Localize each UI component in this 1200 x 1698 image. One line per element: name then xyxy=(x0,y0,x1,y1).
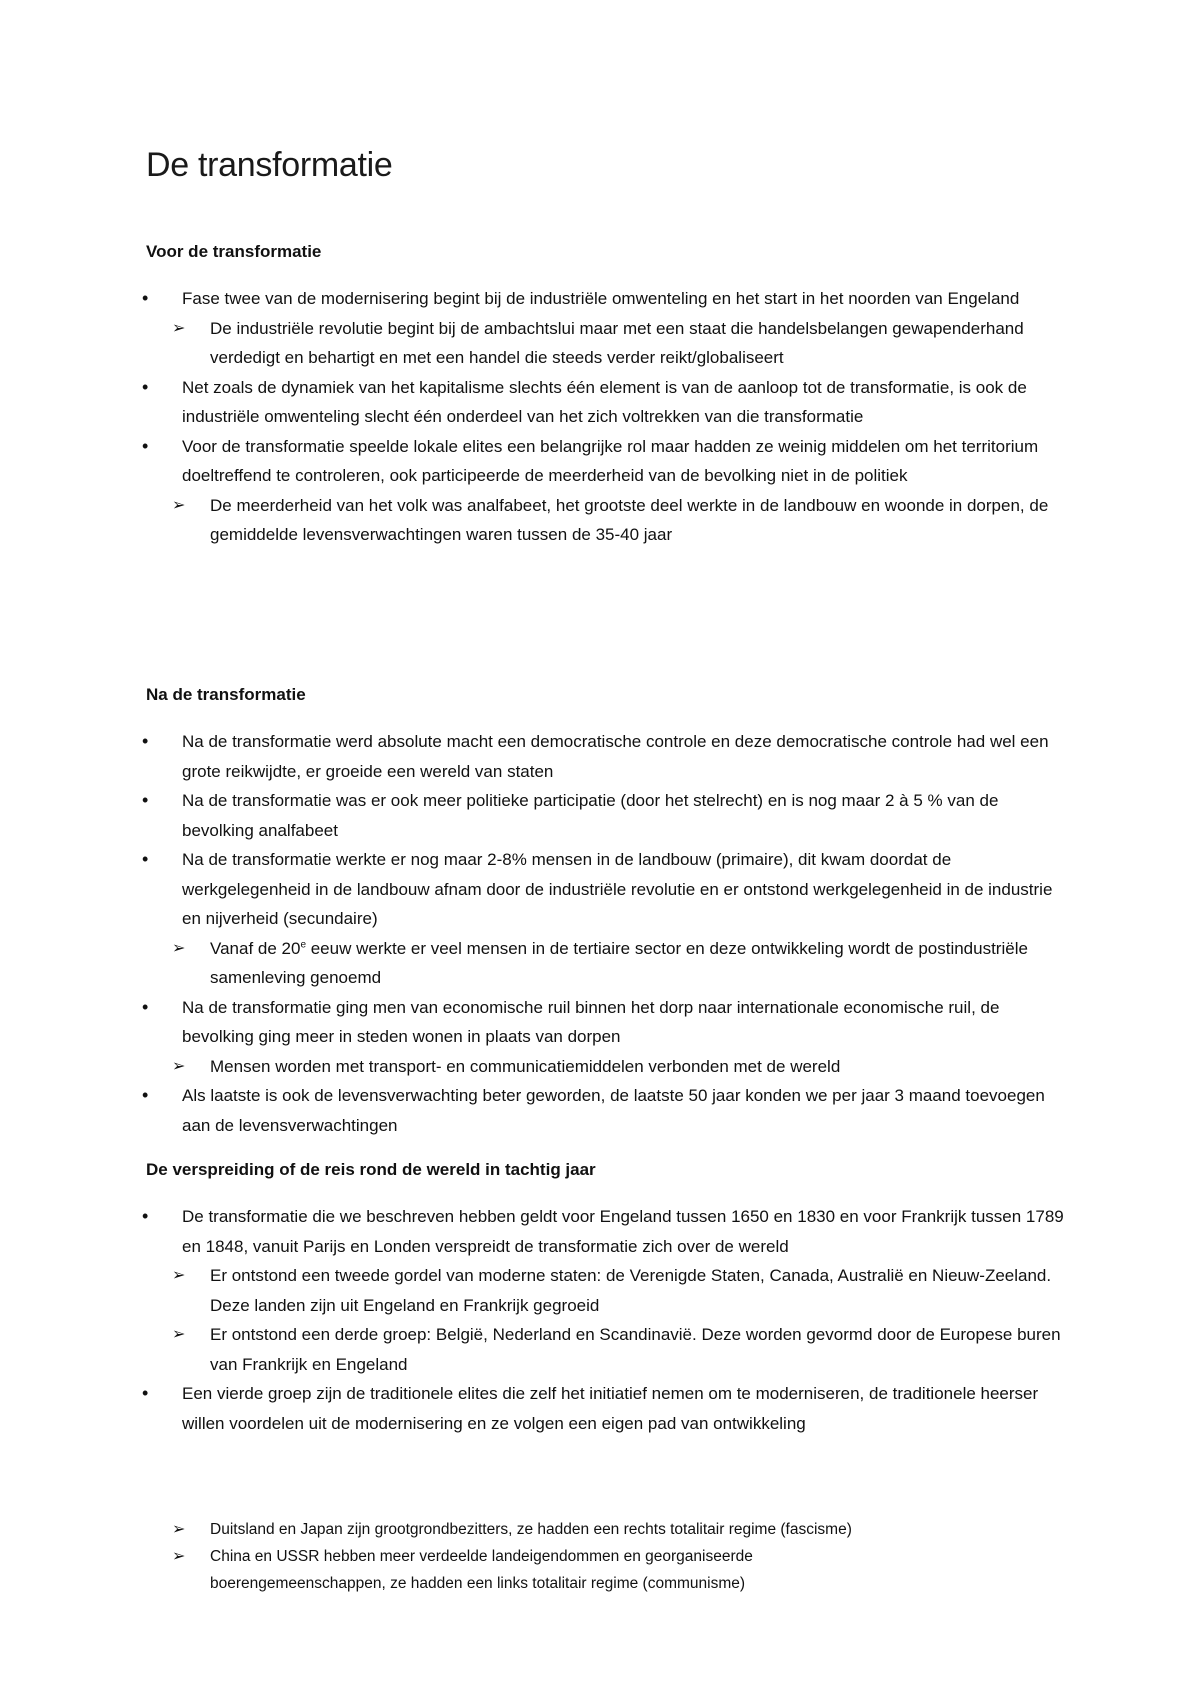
section-heading-na: Na de transformatie xyxy=(146,685,306,704)
list-item-text: Als laatste is ook de levensverwachting beter geworden, de laatste 50 jaar konden we per jaar 3 maand toevoegen aan de levensverwachtingen xyxy=(182,1086,1045,1135)
list-item-text: Er ontstond een tweede gordel van moderne staten: de Verenigde Staten, Canada, Australië en Nieuw-Zeeland. Deze landen zijn uit Engeland en Frankrijk gegroeid xyxy=(210,1266,1052,1315)
list-item xyxy=(0,1202,1200,1261)
arrow-icon: ➢ xyxy=(172,1267,186,1284)
list-item-text: De industriële revolutie begint bij de ambachtslui maar met een staat die handelsbelangen gewapenderhand verdedigt en behartigt en met een handel die steeds verder reikt/globaliseert xyxy=(210,318,1024,367)
bullet-list-voor xyxy=(0,284,1200,550)
list-item xyxy=(0,845,1200,934)
list-item xyxy=(0,432,1200,491)
list-item-text: China en USSR hebben meer verdeelde landeigendommen en georganiseerde boerengemeenschappen, ze hadden een links totalitair regime (communisme) xyxy=(210,1548,753,1592)
list-item-text: Duitsland en Japan zijn grootgrondbezitters, ze hadden een rechts totalitair regime (fascisme) xyxy=(210,1521,852,1538)
list-item xyxy=(0,993,1200,1052)
bullet-list-verspreiding xyxy=(0,1202,1200,1438)
section-heading-voor: Voor de transformatie xyxy=(146,242,322,261)
list-item-text: Na de transformatie werd absolute macht een democratische controle en deze democratische controle had wel een grote reikwijdte, er groeide een wereld van staten xyxy=(182,732,1049,781)
sub-list-verspreiding xyxy=(0,1516,1200,1597)
list-item xyxy=(0,1379,1200,1438)
list-item-text: Een vierde groep zijn de traditionele elites die zelf het initiatief nemen om te moderniseren, de traditionele heerser willen voordelen uit de modernisering en ze volgen een eigen pad van ontwikkeling xyxy=(182,1384,1039,1433)
list-item xyxy=(0,1516,1200,1543)
list-item-text: Voor de transformatie speelde lokale elites een belangrijke rol maar hadden ze weinig middelen om het territorium doeltreffend te controleren, ook participeerde de meerderheid van de bevolking niet in de politiek xyxy=(182,436,1039,485)
list-item xyxy=(0,934,1200,993)
list-item-text: Vanaf de 20e eeuw werkte er veel mensen in de tertiaire sector en deze ontwikkeling wordt de postindustriële samenleving genoemd xyxy=(210,938,1028,987)
arrow-icon: ➢ xyxy=(172,939,186,957)
list-item xyxy=(0,1052,1200,1082)
bullet-icon: • xyxy=(142,849,149,869)
bullet-icon: • xyxy=(142,288,149,308)
list-item xyxy=(0,314,1200,373)
bullet-list-na xyxy=(0,727,1200,1140)
list-item-text: Na de transformatie ging men van economische ruil binnen het dorp naar internationale economische ruil, de bevolking ging meer in steden wonen in plaats van dorpen xyxy=(182,997,1000,1046)
page-title: De transformatie xyxy=(146,146,393,184)
list-item xyxy=(0,1081,1200,1140)
list-item-text: Mensen worden met transport- en communicatiemiddelen verbonden met de wereld xyxy=(210,1056,841,1076)
bullet-icon: • xyxy=(142,1085,149,1105)
bullet-icon: • xyxy=(142,376,149,397)
list-item xyxy=(0,284,1200,314)
arrow-icon: ➢ xyxy=(172,496,186,514)
list-item-text: Na de transformatie was er ook meer politieke participatie (door het stelrecht) en is nog maar 2 à 5 % van de bevolking analfabeet xyxy=(182,791,999,840)
list-item xyxy=(0,1543,1200,1597)
list-item-text: De meerderheid van het volk was analfabeet, het grootste deel werkte in de landbouw en woonde in dorpen, de gemiddelde levensverwachtingen waren tussen de 35-40 jaar xyxy=(210,495,1049,544)
arrow-icon: ➢ xyxy=(172,1548,186,1565)
list-item xyxy=(0,786,1200,845)
bullet-icon: • xyxy=(142,996,149,1017)
list-item xyxy=(0,491,1200,550)
list-item xyxy=(0,727,1200,786)
bullet-icon: • xyxy=(142,790,149,810)
list-item-text: Fase twee van de modernisering begint bij de industriële omwenteling en het start in het noorden van Engeland xyxy=(182,289,1020,308)
bullet-icon: • xyxy=(142,1383,149,1403)
list-item-text: Na de transformatie werkte er nog maar 2-8% mensen in de landbouw (primaire), dit kwam doordat de werkgelegenheid in de landbouw afnam door de industriële revolutie en er ontstond werkgelegenheid in de industrie en nijverheid (secundaire) xyxy=(182,850,1053,928)
bullet-icon: • xyxy=(142,1206,149,1226)
list-item-text: Er ontstond een derde groep: België, Nederland en Scandinavië. Deze worden gevormd door de Europese buren van Frankrijk en Engeland xyxy=(210,1325,1061,1374)
arrow-icon: ➢ xyxy=(172,1057,186,1075)
arrow-icon: ➢ xyxy=(172,319,186,337)
bullet-icon: • xyxy=(142,731,149,751)
arrow-icon: ➢ xyxy=(172,1326,186,1343)
arrow-icon: ➢ xyxy=(172,1521,186,1538)
list-item xyxy=(0,1261,1200,1320)
list-item-text: Net zoals de dynamiek van het kapitalisme slechts één element is van de aanloop tot de transformatie, is ook de industriële omwenteling slecht één onderdeel van het zich voltrekken van die transformatie xyxy=(182,377,1027,426)
bullet-icon: • xyxy=(142,435,149,456)
list-item-text: De transformatie die we beschreven hebben geldt voor Engeland tussen 1650 en 1830 en voor Frankrijk tussen 1789 en 1848, vanuit Parijs en Londen verspreidt de transformatie zich over de wereld xyxy=(182,1207,1064,1256)
list-item xyxy=(0,373,1200,432)
superscript: e xyxy=(300,938,306,950)
section-heading-verspreiding: De verspreiding of de reis rond de wereld in tachtig jaar xyxy=(146,1160,596,1179)
list-item xyxy=(0,1320,1200,1379)
